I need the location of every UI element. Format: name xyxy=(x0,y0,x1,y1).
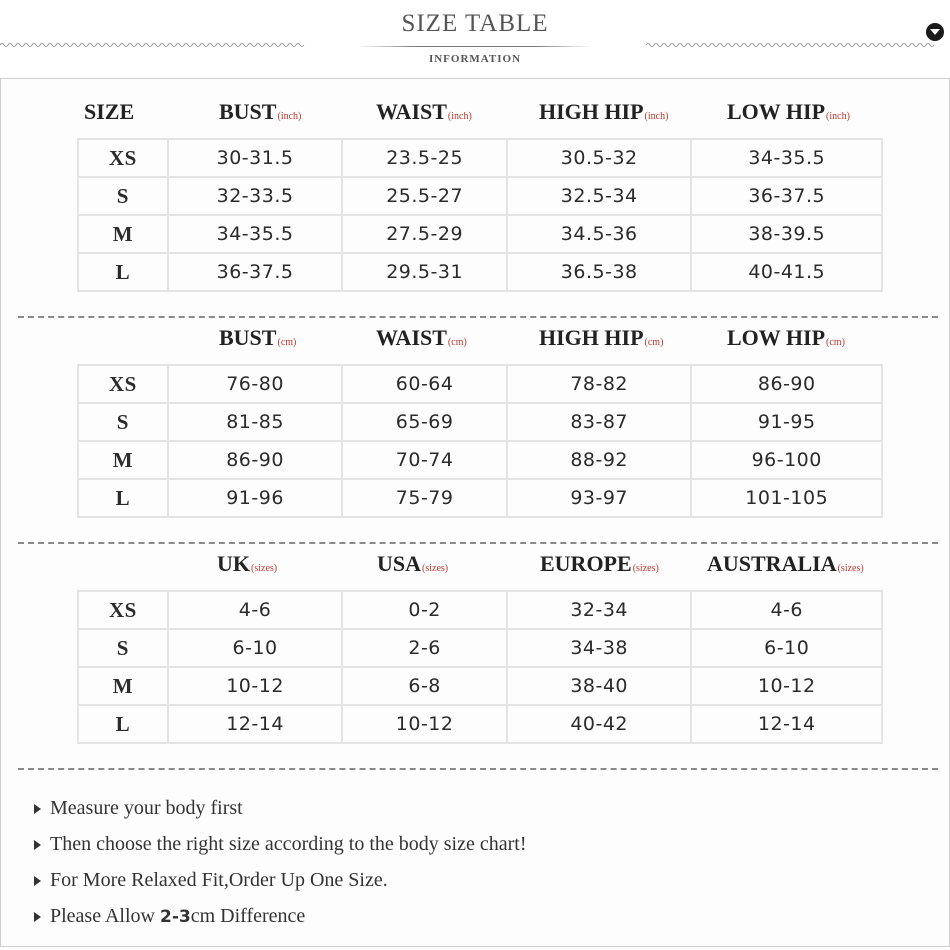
size-cell: XS xyxy=(78,591,168,629)
header-wave-right xyxy=(646,42,936,48)
triangle-right-icon xyxy=(34,804,41,814)
table-cell: 32-34 xyxy=(507,591,692,629)
size-cell: L xyxy=(78,253,168,291)
table-cell: 10-12 xyxy=(342,705,507,743)
table-cell: 88-92 xyxy=(507,441,692,479)
table-cell: 32-33.5 xyxy=(168,177,343,215)
table-cell: 27.5-29 xyxy=(342,215,507,253)
table-cell: 75-79 xyxy=(342,479,507,517)
header-waist-cm: WAIST(cm) xyxy=(376,325,467,350)
table-row xyxy=(78,253,882,291)
table-cell: 25.5-27 xyxy=(342,177,507,215)
list-item: Then choose the right size according to the body size chart! xyxy=(34,831,527,867)
triangle-right-icon xyxy=(34,912,41,922)
table-cell: 30.5-32 xyxy=(507,139,692,177)
chevron-down-icon[interactable] xyxy=(926,23,944,41)
table-row xyxy=(78,667,882,705)
table-cell: 78-82 xyxy=(507,365,692,403)
table-row xyxy=(78,365,882,403)
size-cell: M xyxy=(78,441,168,479)
table-cell: 4-6 xyxy=(691,591,882,629)
table-cell: 36-37.5 xyxy=(691,177,882,215)
table-row xyxy=(78,139,882,177)
list-item: Measure your body first xyxy=(34,795,527,831)
table-cell: 29.5-31 xyxy=(342,253,507,291)
header-underline xyxy=(358,46,592,47)
table-cell: 86-90 xyxy=(168,441,343,479)
dashed-divider xyxy=(18,316,938,318)
table-cell: 83-87 xyxy=(507,403,692,441)
table-cell: 2-6 xyxy=(342,629,507,667)
header-europe-sizes: EUROPE(sizes) xyxy=(540,551,659,576)
size-table-inch xyxy=(77,138,883,292)
header-high-hip-inch: HIGH HIP(inch) xyxy=(539,99,669,124)
table-cell: 6-8 xyxy=(342,667,507,705)
table-cell: 40-42 xyxy=(507,705,692,743)
table-cell: 12-14 xyxy=(691,705,882,743)
table-row xyxy=(78,403,882,441)
table-cell: 34-35.5 xyxy=(168,215,343,253)
size-cell: M xyxy=(78,667,168,705)
table-cell: 0-2 xyxy=(342,591,507,629)
table-cell: 10-12 xyxy=(168,667,343,705)
size-cell: S xyxy=(78,403,168,441)
size-table-international xyxy=(77,590,883,744)
table-cell: 40-41.5 xyxy=(691,253,882,291)
size-cell: XS xyxy=(78,365,168,403)
header-bust-cm: BUST(cm) xyxy=(219,325,297,350)
table-row xyxy=(78,591,882,629)
header-usa-sizes: USA(sizes) xyxy=(377,551,449,576)
table-cell: 34-35.5 xyxy=(691,139,882,177)
table-cell: 32.5-34 xyxy=(507,177,692,215)
page-title: SIZE TABLE xyxy=(401,10,549,37)
header-wave-left xyxy=(0,42,306,48)
table-cell: 30-31.5 xyxy=(168,139,343,177)
table-cell: 81-85 xyxy=(168,403,343,441)
dashed-divider xyxy=(18,768,938,770)
table-cell: 12-14 xyxy=(168,705,343,743)
header-bust-inch: BUST(inch) xyxy=(219,99,302,124)
table-row xyxy=(78,177,882,215)
table-row xyxy=(78,479,882,517)
triangle-right-icon xyxy=(34,876,41,886)
table-cell: 34.5-36 xyxy=(507,215,692,253)
table-cell: 70-74 xyxy=(342,441,507,479)
size-cell: S xyxy=(78,629,168,667)
table-cell: 60-64 xyxy=(342,365,507,403)
size-table-cm xyxy=(77,364,883,518)
dashed-divider xyxy=(18,542,938,544)
notes-list xyxy=(34,795,527,939)
list-item: Please Allow 2-3cm Difference xyxy=(34,903,527,939)
table-cell: 23.5-25 xyxy=(342,139,507,177)
table-row xyxy=(78,705,882,743)
size-column-label: SIZE xyxy=(84,99,135,124)
table-cell: 6-10 xyxy=(691,629,882,667)
table-cell: 96-100 xyxy=(691,441,882,479)
table-row xyxy=(78,215,882,253)
table-cell: 10-12 xyxy=(691,667,882,705)
size-cell: XS xyxy=(78,139,168,177)
table-cell: 91-96 xyxy=(168,479,343,517)
table-row xyxy=(78,441,882,479)
table-cell: 6-10 xyxy=(168,629,343,667)
table-cell: 93-97 xyxy=(507,479,692,517)
header-waist-inch: WAIST(inch) xyxy=(376,99,472,124)
size-cell: M xyxy=(78,215,168,253)
table-cell: 4-6 xyxy=(168,591,343,629)
size-cell: L xyxy=(78,705,168,743)
list-item: For More Relaxed Fit,Order Up One Size. xyxy=(34,867,527,903)
table-cell: 101-105 xyxy=(691,479,882,517)
header-uk-sizes: UK(sizes) xyxy=(217,551,278,576)
header-low-hip-inch: LOW HIP(inch) xyxy=(727,99,850,124)
size-cell: L xyxy=(78,479,168,517)
table-cell: 38-39.5 xyxy=(691,215,882,253)
table-cell: 34-38 xyxy=(507,629,692,667)
table-cell: 86-90 xyxy=(691,365,882,403)
header-high-hip-cm: HIGH HIP(cm) xyxy=(539,325,664,350)
page-subtitle: INFORMATION xyxy=(428,53,522,65)
table-cell: 76-80 xyxy=(168,365,343,403)
table-cell: 38-40 xyxy=(507,667,692,705)
table-cell: 65-69 xyxy=(342,403,507,441)
size-cell: S xyxy=(78,177,168,215)
table-cell: 36-37.5 xyxy=(168,253,343,291)
header-australia-sizes: AUSTRALIA(sizes) xyxy=(707,551,864,576)
header-low-hip-cm: LOW HIP(cm) xyxy=(727,325,845,350)
table-row xyxy=(78,629,882,667)
table-cell: 91-95 xyxy=(691,403,882,441)
triangle-right-icon xyxy=(34,840,41,850)
table-cell: 36.5-38 xyxy=(507,253,692,291)
